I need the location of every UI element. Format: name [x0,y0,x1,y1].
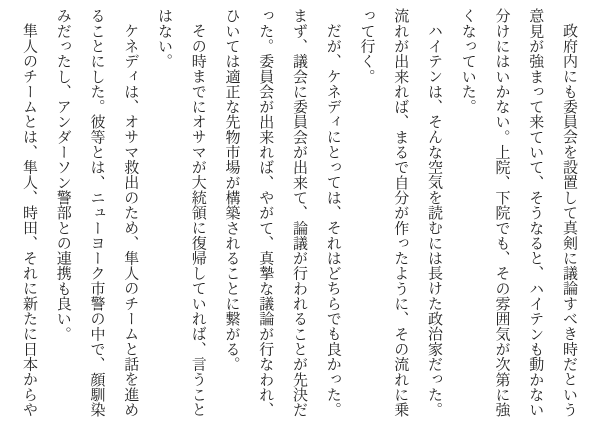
paragraph: ハイテンは、そんな空気を読むには長けた政治家だった。流れが出来れば、まるで自分が作ったように、その流れに乗って行く。 [358,8,443,418]
paragraph: まず、議会に委員会が出来て、論議が行われることが先決だった。委員会が出来れば、やがて、真摯な議論が行なわれ、ひいては適正な先物市場が構築されることに繋がる。 [223,8,308,418]
paragraph: ケネディは、オサマ救出のため、隼人のチームと話を進めることにした。彼等とは、ニューヨーク市警の中で、顔馴染みだったし、アンダーソン警部との連携も良い。 [54,8,140,418]
paragraph: 政府内にも委員会を設置して真剣に議論すべき時だという意見が強まって来ていて、そうなると、ハイテンも動かない分けにはいかない。上院、下院でも、その雰囲気が次第に強くなっていた。 [459,8,578,418]
paragraph: だが、ケネディにとっては、それはどちらでも良かった。 [324,23,342,417]
paragraph: 隼人のチームとは、隼人、時田、それに新たに日本からや [21,23,38,417]
paragraph: その時までにオサマが大統領に復帰していれば、言うことはない。 [156,8,207,417]
vertical-text-flow [10,8,586,420]
